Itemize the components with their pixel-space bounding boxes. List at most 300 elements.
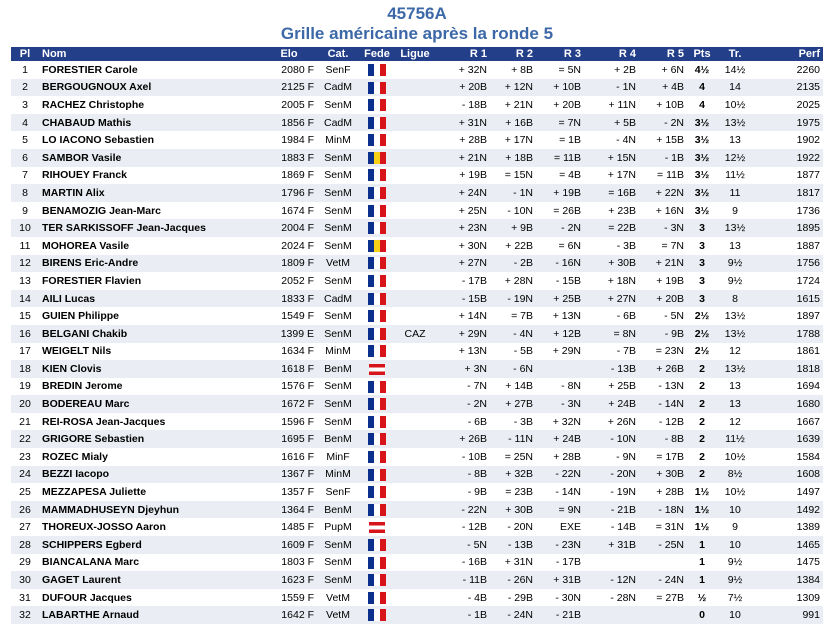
cell-r2: + 17N <box>504 134 533 147</box>
flag-fr-icon <box>368 64 386 76</box>
cell-r2: + 22B <box>505 239 533 252</box>
cell-nom: GUIEN Philippe <box>42 310 120 323</box>
cell-pts: 2 <box>699 380 705 393</box>
table-row <box>11 360 823 378</box>
cell-cat: BenM <box>317 501 359 519</box>
cell-perf: 1895 <box>753 219 823 237</box>
cell-cat: VetM <box>317 606 359 624</box>
cell-r5: + 16N <box>655 204 684 217</box>
cell-tr: 9½ <box>717 571 753 589</box>
cell-r1: - 11B <box>435 571 490 589</box>
cell-r3: + 28B <box>553 450 581 463</box>
flag-fr-icon <box>368 486 386 498</box>
cell-pl: 21 <box>19 415 31 428</box>
table-row <box>11 79 823 97</box>
cell-r1: + 25N <box>458 204 487 217</box>
cell-nom: BELGANI Chakib <box>39 325 261 343</box>
cell-r4: - 14B <box>610 521 636 534</box>
header-tr: Tr. <box>717 47 753 61</box>
flag-fr-icon <box>368 82 386 94</box>
cell-fede <box>359 518 395 536</box>
flag-fr-icon <box>368 557 386 569</box>
table-row <box>11 501 823 519</box>
cell-nom: BEZZI Iacopo <box>39 466 261 484</box>
cell-r3: = 26B <box>553 204 581 217</box>
cell-r4: - 4N <box>616 134 636 147</box>
cell-r3: - 17B <box>555 556 581 569</box>
cell-fede <box>359 343 395 361</box>
cell-perf: 1736 <box>796 204 820 217</box>
cell-r2: + 16B <box>490 114 536 132</box>
cell-r3: - 15B <box>555 274 581 287</box>
cell-fede <box>359 571 395 589</box>
cell-r4: = 22B <box>584 219 639 237</box>
cell-fede <box>359 237 395 255</box>
cell-perf: 1465 <box>753 536 823 554</box>
cell-r1: - 5N <box>435 536 490 554</box>
cell-pts: 0 <box>687 606 717 624</box>
cell-fede <box>359 219 395 237</box>
cell-ligue <box>395 343 435 361</box>
cell-perf: 1902 <box>796 134 820 147</box>
cell-perf: 1309 <box>796 591 820 604</box>
cell-nom: BENAMOZIG Jean-Marc <box>42 204 162 217</box>
flag-fr-icon <box>368 574 386 586</box>
cell-r2: - 20N <box>507 521 533 534</box>
cell-r3: - 3N <box>536 395 584 413</box>
flag-fr-icon <box>368 398 386 410</box>
cell-r1: + 13N <box>458 345 487 358</box>
header-fede: Fede <box>359 47 395 61</box>
cell-r4: + 24B <box>584 395 639 413</box>
cell-cat: CadM <box>317 290 359 308</box>
table-row <box>11 536 823 554</box>
cell-pl: 4 <box>11 114 39 132</box>
cell-pts: 2 <box>687 395 717 413</box>
cell-r5: - 8B <box>639 430 687 448</box>
cell-r1: + 28B <box>459 134 487 147</box>
cell-elo: 1549 F <box>281 310 314 323</box>
cell-r4: - 19N <box>610 486 636 499</box>
flag-fr-icon <box>368 169 386 181</box>
cell-elo: 1576 F <box>281 380 314 393</box>
cell-cat: MinF <box>326 450 350 463</box>
cell-elo: 1803 F <box>281 556 314 569</box>
cell-nom: THOREUX-JOSSO Aaron <box>42 521 166 534</box>
cell-tr: 13½ <box>717 360 753 378</box>
cell-cat: SenM <box>317 184 359 202</box>
table-row <box>11 149 823 167</box>
cell-r4: = 16B <box>584 184 639 202</box>
cell-r1: - 12B <box>461 521 487 534</box>
cell-r3: + 12B <box>536 325 584 343</box>
table-row <box>11 114 823 132</box>
header-perf: Perf <box>753 47 823 61</box>
cell-r5 <box>639 606 687 624</box>
cell-nom: LO IACONO Sebastien <box>42 134 155 147</box>
cell-ligue <box>395 518 435 536</box>
cell-r5: - 3N <box>639 219 687 237</box>
cell-ligue <box>395 448 435 466</box>
cell-r5: + 30B <box>639 466 687 484</box>
flag-pe-icon <box>369 522 385 533</box>
cell-pts: 3½ <box>687 149 717 167</box>
flag-fr-icon <box>368 187 386 199</box>
cell-elo: 1642 F <box>261 606 317 624</box>
cell-r4: + 23B <box>608 204 636 217</box>
cell-fede <box>359 466 395 484</box>
cell-r2: - 26N <box>490 571 536 589</box>
cell-ligue <box>395 466 435 484</box>
cell-pl: 5 <box>22 134 28 147</box>
header-elo: Elo <box>261 47 317 61</box>
table-row <box>11 290 823 308</box>
cell-ligue <box>395 114 435 132</box>
cell-r5: - 9B <box>639 325 687 343</box>
cell-cat: MinM <box>325 134 351 147</box>
cell-pl: 32 <box>11 606 39 624</box>
cell-elo: 1634 F <box>281 345 314 358</box>
cell-r2: + 30B <box>490 501 536 519</box>
header-pts: Pts <box>687 47 717 61</box>
cell-r3: - 23N <box>536 536 584 554</box>
cell-pl: 31 <box>19 591 31 604</box>
cell-pl: 25 <box>19 486 31 499</box>
cell-pl: 18 <box>11 360 39 378</box>
cell-r5: + 10B <box>656 98 684 111</box>
cell-r2: - 5B <box>513 345 533 358</box>
cell-r2: - 11N <box>490 430 536 448</box>
cell-perf: 2135 <box>753 79 823 97</box>
cell-r3: EXE <box>559 521 581 534</box>
table-row <box>11 483 823 501</box>
cell-r5: = 27B <box>656 591 684 604</box>
cell-ligue: CAZ <box>395 325 435 343</box>
cell-pts: 1½ <box>687 501 717 519</box>
cell-r4: - 3B <box>616 239 636 252</box>
cell-nom: BREDIN Jerome <box>42 380 123 393</box>
cell-perf: 1817 <box>753 184 823 202</box>
cell-nom: REI-ROSA Jean-Jacques <box>42 415 166 428</box>
cell-pl: 6 <box>11 149 39 167</box>
cell-ligue <box>395 202 435 220</box>
cell-r5: - 24N <box>639 571 687 589</box>
cell-ligue <box>395 554 435 572</box>
cell-r1: + 3N <box>435 360 490 378</box>
cell-r5: = 17B <box>656 450 684 463</box>
cell-perf: 1756 <box>753 255 823 273</box>
cell-elo: 2005 F <box>281 98 314 111</box>
cell-r4: - 21B <box>584 501 639 519</box>
cell-elo: 1869 F <box>281 169 314 182</box>
table-row <box>11 131 823 149</box>
flag-fr-icon <box>368 310 386 322</box>
cell-cat: SenM <box>324 556 352 569</box>
cell-perf: 1475 <box>796 556 820 569</box>
cell-elo: 1399 E <box>261 325 317 343</box>
cell-fede <box>359 96 395 114</box>
cell-r3: = 4B <box>559 169 581 182</box>
cell-perf: 1922 <box>753 149 823 167</box>
cell-cat: SenM <box>317 149 359 167</box>
cell-perf: 1861 <box>796 345 820 358</box>
cell-fede <box>359 589 395 607</box>
cell-tr: 14½ <box>724 63 746 76</box>
cell-pts: 2 <box>699 415 705 428</box>
cell-fede <box>359 202 395 220</box>
cell-tr: 13½ <box>717 325 753 343</box>
cell-r3: + 24B <box>536 430 584 448</box>
cell-nom: BODEREAU Marc <box>39 395 261 413</box>
cell-r2: + 27B <box>490 395 536 413</box>
cell-perf: 1680 <box>753 395 823 413</box>
cell-cat: BenM <box>317 360 359 378</box>
cell-pl: 22 <box>11 430 39 448</box>
cell-r4: = 8N <box>584 325 639 343</box>
cell-r3: = 9N <box>536 501 584 519</box>
cell-nom: MEZZAPESA Juliette <box>42 486 147 499</box>
flag-fr-icon <box>368 205 386 217</box>
cell-elo: 1364 F <box>261 501 317 519</box>
header-cat: Cat. <box>317 47 359 61</box>
cell-r1: + 27N <box>435 255 490 273</box>
table-row <box>11 96 823 114</box>
header-r2: R 2 <box>490 47 536 61</box>
cell-tr: 10½ <box>724 486 746 499</box>
cell-r3: + 13N <box>552 310 581 323</box>
cell-r2: - 4N <box>490 325 536 343</box>
cell-r5: - 1B <box>639 149 687 167</box>
cell-pts: 3½ <box>694 169 710 182</box>
cell-pts: 2 <box>687 466 717 484</box>
cell-pts: ½ <box>697 591 707 604</box>
cell-pts: 3 <box>687 219 717 237</box>
cell-pts: 1 <box>687 536 717 554</box>
cell-cat: SenF <box>325 63 351 76</box>
cell-perf: 1492 <box>753 501 823 519</box>
cell-r3: + 32N <box>552 415 581 428</box>
flag-fr-icon <box>368 275 386 287</box>
cell-r4: + 30B <box>584 255 639 273</box>
cell-r5: + 4B <box>639 79 687 97</box>
cell-r5: - 18N <box>639 501 687 519</box>
table-row <box>11 413 823 431</box>
cell-r4: - 9N <box>616 450 636 463</box>
header-r4: R 4 <box>584 47 639 61</box>
cell-pl: 29 <box>19 556 31 569</box>
cell-nom: TER SARKISSOFF Jean-Jacques <box>39 219 261 237</box>
cell-pl: 17 <box>19 345 31 358</box>
cell-nom: FORESTIER Flavien <box>42 274 142 287</box>
cell-pl: 1 <box>22 63 28 76</box>
cell-ligue <box>395 413 435 431</box>
flag-fr-icon <box>368 99 386 111</box>
table-row <box>11 554 823 572</box>
cell-nom: MAMMADHUSEYN Djeyhun <box>39 501 261 519</box>
cell-pts: 2½ <box>694 310 710 323</box>
cell-r4: + 2B <box>614 63 636 76</box>
cell-r5: + 20B <box>639 290 687 308</box>
flag-pe-icon <box>369 364 385 375</box>
cell-tr: 7½ <box>727 591 743 604</box>
cell-fede <box>359 378 395 396</box>
cell-r4: + 27N <box>584 290 639 308</box>
cell-r2: + 12N <box>490 79 536 97</box>
cell-tr: 13½ <box>717 114 753 132</box>
cell-nom: MOHOREA Vasile <box>42 239 130 252</box>
cell-r1: - 7N <box>467 380 487 393</box>
cell-tr: 12½ <box>717 149 753 167</box>
table-row <box>11 219 823 237</box>
cell-elo: 1367 F <box>261 466 317 484</box>
cell-r3: - 2N <box>536 219 584 237</box>
cell-cat: SenM <box>317 325 359 343</box>
cell-r5: - 2N <box>639 114 687 132</box>
table-row <box>11 307 823 325</box>
cell-fede <box>359 272 395 290</box>
cell-tr: 11 <box>717 184 753 202</box>
header-r5: R 5 <box>639 47 687 61</box>
cell-elo: 1623 F <box>261 571 317 589</box>
cell-elo: 2080 F <box>281 63 314 76</box>
cell-pts: 1 <box>699 556 705 569</box>
cell-r5: + 28B <box>656 486 684 499</box>
cell-elo: 1559 F <box>281 591 314 604</box>
cell-pts: 3 <box>699 274 705 287</box>
cell-r1: + 32N <box>458 63 487 76</box>
cell-pts: 1½ <box>694 486 710 499</box>
cell-perf: 1724 <box>796 274 820 287</box>
cell-ligue <box>395 237 435 255</box>
cell-ligue <box>395 272 435 290</box>
cell-elo: 1618 F <box>261 360 317 378</box>
table-row <box>11 395 823 413</box>
cell-cat: SenM <box>324 415 352 428</box>
cell-perf: 1877 <box>796 169 820 182</box>
table-row <box>11 272 823 290</box>
cell-r2: - 29B <box>507 591 533 604</box>
cell-ligue <box>395 483 435 501</box>
cell-r1: - 2N <box>435 395 490 413</box>
cell-r5: + 21N <box>639 255 687 273</box>
cell-elo: 1609 F <box>261 536 317 554</box>
cell-r5: = 7N <box>661 239 684 252</box>
cell-nom: GAGET Laurent <box>39 571 261 589</box>
cell-nom: AILI Lucas <box>39 290 261 308</box>
cell-nom: GRIGORE Sebastien <box>39 430 261 448</box>
cell-pl: 30 <box>11 571 39 589</box>
flag-ro-icon <box>368 152 386 164</box>
cell-r3 <box>536 360 584 378</box>
cell-perf: 1788 <box>753 325 823 343</box>
cell-r4 <box>584 606 639 624</box>
cell-perf: 1639 <box>753 430 823 448</box>
cell-r3: = 11B <box>536 149 584 167</box>
cell-nom: ROZEC Mialy <box>42 450 108 463</box>
cell-elo: 2024 F <box>281 239 314 252</box>
tournament-id-title: 45756A <box>387 4 447 23</box>
cell-pts: 3½ <box>687 184 717 202</box>
table-row <box>11 589 823 607</box>
cell-r1: + 20B <box>435 79 490 97</box>
cell-tr: 8½ <box>717 466 753 484</box>
cell-elo: 1833 F <box>261 290 317 308</box>
cell-ligue <box>395 378 435 396</box>
cell-fede <box>359 149 395 167</box>
cell-nom: CHABAUD Mathis <box>39 114 261 132</box>
cell-pts: 2 <box>699 450 705 463</box>
flag-fr-icon <box>368 328 386 340</box>
cell-ligue <box>395 167 435 185</box>
cell-r5: = 11B <box>657 169 684 182</box>
cell-fede <box>359 167 395 185</box>
flag-fr-icon <box>368 469 386 481</box>
cell-pl: 28 <box>11 536 39 554</box>
cell-tr: 14 <box>717 79 753 97</box>
header-nom: Nom <box>39 47 261 61</box>
cell-perf: 2260 <box>796 63 820 76</box>
cell-cat: SenM <box>317 571 359 589</box>
cell-r2: + 28N <box>504 274 533 287</box>
cell-fede <box>359 483 395 501</box>
cell-pl: 10 <box>11 219 39 237</box>
cell-r5: + 26B <box>639 360 687 378</box>
cell-r2: = 7B <box>511 310 533 323</box>
cell-pl: 9 <box>22 204 28 217</box>
cell-perf: 1384 <box>753 571 823 589</box>
cell-r1: - 6B <box>467 415 487 428</box>
cell-pl: 12 <box>11 255 39 273</box>
cell-pts: 1 <box>687 571 717 589</box>
cell-nom: WEIGELT Nils <box>42 345 112 358</box>
flag-fr-icon <box>368 609 386 621</box>
cell-r3: = 5N <box>558 63 581 76</box>
cell-r3: + 29N <box>552 345 581 358</box>
cell-pl: 27 <box>19 521 31 534</box>
cell-r1: - 8B <box>435 466 490 484</box>
cell-r1: + 29N <box>435 325 490 343</box>
cell-elo: 1672 F <box>261 395 317 413</box>
header-r1: R 1 <box>435 47 490 61</box>
cell-r3: + 31B <box>536 571 584 589</box>
cell-pts: 3½ <box>694 204 710 217</box>
cell-tr: 9½ <box>727 274 743 287</box>
table-row <box>11 184 823 202</box>
cell-r2: + 21N <box>504 98 533 111</box>
table-row <box>11 61 823 79</box>
cell-perf: 1667 <box>796 415 820 428</box>
header-ligue: Ligue <box>395 47 435 61</box>
cell-ligue <box>395 61 435 79</box>
cell-ligue <box>395 571 435 589</box>
flag-fr-icon <box>368 451 386 463</box>
cell-r2: - 19N <box>490 290 536 308</box>
table-row <box>11 466 823 484</box>
cell-ligue <box>395 360 435 378</box>
cell-fede <box>359 307 395 325</box>
cell-tr: 11½ <box>717 430 753 448</box>
cell-tr: 9 <box>732 521 738 534</box>
cell-tr: 11½ <box>725 169 745 182</box>
cell-cat: VetM <box>317 255 359 273</box>
cell-perf: 1389 <box>796 521 820 534</box>
flag-fr-icon <box>368 293 386 305</box>
cell-nom: KIEN Clovis <box>39 360 261 378</box>
cell-r3: + 19B <box>536 184 584 202</box>
cell-ligue <box>395 430 435 448</box>
cell-fede <box>359 448 395 466</box>
cell-pts: 1½ <box>694 521 710 534</box>
